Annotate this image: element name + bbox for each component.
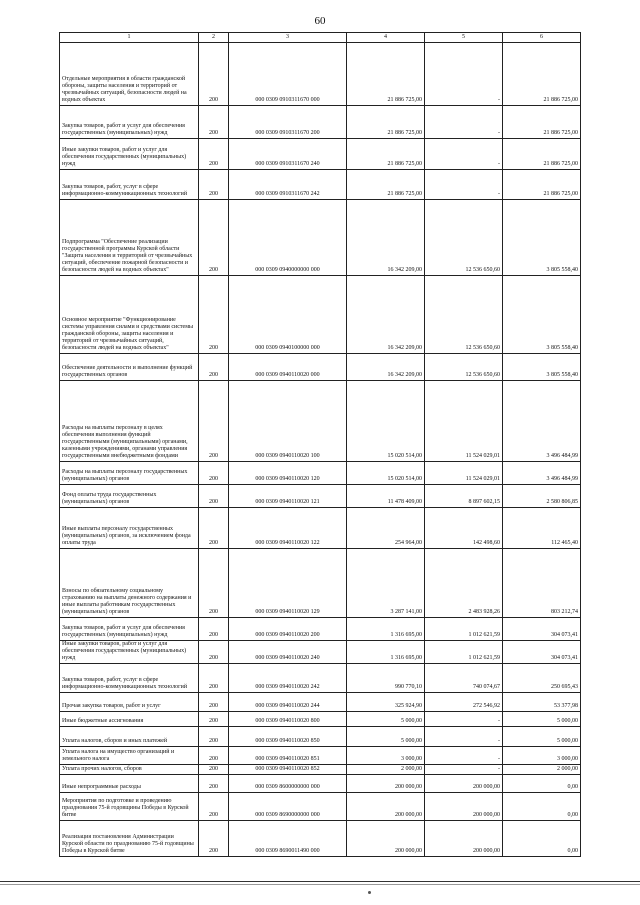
row-unexecuted-cell: 21 886 725,00 <box>503 43 581 106</box>
row-name-cell: Иные непрограммные расходы <box>60 775 199 793</box>
row-unexecuted-cell: 250 695,43 <box>503 664 581 693</box>
row-unexecuted-cell: 0,00 <box>503 775 581 793</box>
row-executed-cell: - <box>425 139 503 170</box>
row-unexecuted-cell: 5 000,00 <box>503 712 581 727</box>
row-name-cell: Основное мероприятие "Функционирование системы управления силами и средствами системы гражданской обороны, защиты населения и территорий от чрезвычайных ситуаций, безопасности людей на водных объектах" <box>60 276 199 354</box>
row-executed-cell: 200 000,00 <box>425 793 503 821</box>
row-name-cell: Уплата налогов, сборов и иных платежей <box>60 727 199 747</box>
row-code-cell: 000 0309 0940110020 800 <box>229 712 347 727</box>
row-name-cell: Мероприятия по подготовке и проведению празднования 75-й годовщины Победы в Курской битве <box>60 793 199 821</box>
row-unexecuted-cell: 21 886 725,00 <box>503 106 581 139</box>
row-code-cell: 000 0309 0940110020 852 <box>229 765 347 775</box>
row-kind-cell: 200 <box>199 821 229 857</box>
row-approved-cell: 15 020 514,00 <box>347 381 425 462</box>
row-approved-cell: 254 964,00 <box>347 508 425 549</box>
row-name-cell: Уплата прочих налогов, сборов <box>60 765 199 775</box>
row-executed-cell: 12 536 650,60 <box>425 354 503 381</box>
row-kind-cell: 200 <box>199 139 229 170</box>
row-code-cell: 000 0309 0940110020 122 <box>229 508 347 549</box>
row-unexecuted-cell: 0,00 <box>503 793 581 821</box>
row-unexecuted-cell: 2 580 806,85 <box>503 485 581 508</box>
row-executed-cell: - <box>425 765 503 775</box>
row-executed-cell: - <box>425 43 503 106</box>
row-name-cell: Закупка товаров, работ, услуг в сфере информационно-коммуникационных технологий <box>60 664 199 693</box>
row-approved-cell: 990 770,10 <box>347 664 425 693</box>
row-kind-cell: 200 <box>199 276 229 354</box>
row-unexecuted-cell: 53 377,98 <box>503 693 581 712</box>
row-unexecuted-cell: 21 886 725,00 <box>503 170 581 200</box>
table-row <box>60 200 581 276</box>
table-row <box>60 727 581 747</box>
row-kind-cell: 200 <box>199 775 229 793</box>
row-approved-cell: 3 000,00 <box>347 747 425 765</box>
table-row <box>60 354 581 381</box>
row-approved-cell: 21 886 725,00 <box>347 43 425 106</box>
table-row <box>60 485 581 508</box>
row-approved-cell: 21 886 725,00 <box>347 106 425 139</box>
table-row <box>60 139 581 170</box>
row-name-cell: Уплата налога на имущество организаций и земельного налога <box>60 747 199 765</box>
row-code-cell: 000 0309 0940110020 240 <box>229 641 347 664</box>
row-code-cell: 000 0309 0940110020 000 <box>229 354 347 381</box>
column-header: 1 <box>60 33 199 43</box>
row-unexecuted-cell: 803 212,74 <box>503 549 581 618</box>
row-code-cell: 000 0309 0940110020 242 <box>229 664 347 693</box>
row-unexecuted-cell: 0,00 <box>503 821 581 857</box>
row-code-cell: 000 0309 0940110020 121 <box>229 485 347 508</box>
row-code-cell: 000 0309 0940110020 120 <box>229 462 347 485</box>
table-row <box>60 793 581 821</box>
table-row <box>60 747 581 765</box>
row-approved-cell: 3 287 141,00 <box>347 549 425 618</box>
row-name-cell: Закупка товаров, работ, услуг в сфере информационно-коммуникационных технологий <box>60 170 199 200</box>
row-approved-cell: 5 000,00 <box>347 727 425 747</box>
table-row <box>60 43 581 106</box>
row-name-cell: Закупка товаров, работ и услуг для обеспечения государственных (муниципальных) нужд <box>60 106 199 139</box>
column-header: 2 <box>199 33 229 43</box>
row-name-cell: Подпрограмма "Обеспечение реализации государственной программы Курской области "Защита населения и территорий от чрезвычайных ситуаций, обеспечение пожарной безопасности и безопасности людей на водных объектах" <box>60 200 199 276</box>
row-executed-cell: 1 012 621,59 <box>425 618 503 641</box>
row-kind-cell: 200 <box>199 508 229 549</box>
row-approved-cell: 200 000,00 <box>347 793 425 821</box>
row-approved-cell: 200 000,00 <box>347 775 425 793</box>
table-row <box>60 765 581 775</box>
page-number: 60 <box>314 15 326 27</box>
row-name-cell: Обеспечение деятельности и выполнение функций государственных органов <box>60 354 199 381</box>
row-name-cell: Иные выплаты персоналу государственных (муниципальных) органов, за исключением фонда оплаты труда <box>60 508 199 549</box>
row-kind-cell: 200 <box>199 354 229 381</box>
row-approved-cell: 1 316 695,00 <box>347 641 425 664</box>
table-row <box>60 170 581 200</box>
footer-rule-secondary <box>0 884 640 885</box>
row-approved-cell: 200 000,00 <box>347 821 425 857</box>
row-code-cell: 000 0309 0940000000 000 <box>229 200 347 276</box>
row-approved-cell: 5 000,00 <box>347 712 425 727</box>
column-header: 3 <box>229 33 347 43</box>
row-code-cell: 000 0309 0940110020 200 <box>229 618 347 641</box>
row-executed-cell: 1 012 621,59 <box>425 641 503 664</box>
row-executed-cell: - <box>425 712 503 727</box>
row-kind-cell: 200 <box>199 462 229 485</box>
row-unexecuted-cell: 3 805 558,40 <box>503 276 581 354</box>
row-unexecuted-cell: 21 886 725,00 <box>503 139 581 170</box>
row-kind-cell: 200 <box>199 43 229 106</box>
row-unexecuted-cell: 3 496 484,99 <box>503 381 581 462</box>
row-code-cell: 000 0309 0940110020 129 <box>229 549 347 618</box>
row-code-cell: 000 0309 8690000000 000 <box>229 793 347 821</box>
row-executed-cell: 8 897 602,15 <box>425 485 503 508</box>
row-executed-cell: 200 000,00 <box>425 775 503 793</box>
row-executed-cell: 11 524 029,01 <box>425 381 503 462</box>
row-kind-cell: 200 <box>199 381 229 462</box>
row-unexecuted-cell: 3 805 558,40 <box>503 354 581 381</box>
row-name-cell: Фонд оплаты труда государственных (муниципальных) органов <box>60 485 199 508</box>
row-executed-cell: 12 536 650,60 <box>425 200 503 276</box>
row-executed-cell: 142 498,60 <box>425 508 503 549</box>
row-executed-cell: - <box>425 106 503 139</box>
row-name-cell: Отдельные мероприятия в области гражданской обороны, защиты населения и территорий от чрезвычайных ситуаций, безопасности людей на водных объектах <box>60 43 199 106</box>
table-row <box>60 618 581 641</box>
table-row <box>60 775 581 793</box>
row-code-cell: 000 0309 0910311670 200 <box>229 106 347 139</box>
row-unexecuted-cell: 3 496 484,99 <box>503 462 581 485</box>
table-row <box>60 693 581 712</box>
row-approved-cell: 325 924,90 <box>347 693 425 712</box>
row-executed-cell: - <box>425 727 503 747</box>
row-kind-cell: 200 <box>199 485 229 508</box>
row-approved-cell: 21 886 725,00 <box>347 139 425 170</box>
row-kind-cell: 200 <box>199 727 229 747</box>
column-header: 6 <box>503 33 581 43</box>
table-row <box>60 821 581 857</box>
row-executed-cell: 12 536 650,60 <box>425 276 503 354</box>
row-code-cell: 000 0309 0940110020 244 <box>229 693 347 712</box>
row-kind-cell: 200 <box>199 618 229 641</box>
row-executed-cell: - <box>425 747 503 765</box>
row-code-cell: 000 0309 0940110020 100 <box>229 381 347 462</box>
row-kind-cell: 200 <box>199 793 229 821</box>
row-executed-cell: 11 524 029,01 <box>425 462 503 485</box>
row-name-cell: Взносы по обязательному социальному страхованию на выплаты денежного содержания и иные выплаты работникам государственных (муниципальных) органов <box>60 549 199 618</box>
table-row <box>60 712 581 727</box>
footer-rule <box>0 881 640 882</box>
row-kind-cell: 200 <box>199 747 229 765</box>
row-kind-cell: 200 <box>199 549 229 618</box>
row-code-cell: 000 0309 0940110020 851 <box>229 747 347 765</box>
row-kind-cell: 200 <box>199 712 229 727</box>
row-unexecuted-cell: 3 805 558,40 <box>503 200 581 276</box>
table-row <box>60 641 581 664</box>
row-code-cell: 000 0309 0910311670 242 <box>229 170 347 200</box>
row-approved-cell: 21 886 725,00 <box>347 170 425 200</box>
table-row <box>60 462 581 485</box>
row-approved-cell: 16 342 209,00 <box>347 200 425 276</box>
row-name-cell: Иные закупки товаров, работ и услуг для обеспечения государственных (муниципальных) нужд <box>60 139 199 170</box>
row-kind-cell: 200 <box>199 765 229 775</box>
row-unexecuted-cell: 304 073,41 <box>503 641 581 664</box>
scan-mark <box>368 891 371 894</box>
row-unexecuted-cell: 2 000,00 <box>503 765 581 775</box>
table-row <box>60 106 581 139</box>
row-unexecuted-cell: 304 073,41 <box>503 618 581 641</box>
row-code-cell: 000 0309 0910311670 240 <box>229 139 347 170</box>
row-code-cell: 000 0309 0940100000 000 <box>229 276 347 354</box>
table-row <box>60 664 581 693</box>
row-code-cell: 000 0309 8690011490 000 <box>229 821 347 857</box>
row-kind-cell: 200 <box>199 106 229 139</box>
row-code-cell: 000 0309 0910311670 000 <box>229 43 347 106</box>
column-header: 5 <box>425 33 503 43</box>
budget-table <box>59 32 581 857</box>
row-executed-cell: 740 074,67 <box>425 664 503 693</box>
row-name-cell: Закупка товаров, работ и услуг для обеспечения государственных (муниципальных) нужд <box>60 618 199 641</box>
row-executed-cell: - <box>425 170 503 200</box>
row-name-cell: Прочая закупка товаров, работ и услуг <box>60 693 199 712</box>
row-kind-cell: 200 <box>199 664 229 693</box>
row-executed-cell: 272 546,92 <box>425 693 503 712</box>
table-row <box>60 549 581 618</box>
row-unexecuted-cell: 5 000,00 <box>503 727 581 747</box>
column-header: 4 <box>347 33 425 43</box>
row-kind-cell: 200 <box>199 170 229 200</box>
row-code-cell: 000 0309 0940110020 850 <box>229 727 347 747</box>
row-kind-cell: 200 <box>199 693 229 712</box>
row-approved-cell: 11 478 409,00 <box>347 485 425 508</box>
row-approved-cell: 1 316 695,00 <box>347 618 425 641</box>
row-name-cell: Расходы на выплаты персоналу государственных (муниципальных) органов <box>60 462 199 485</box>
row-kind-cell: 200 <box>199 641 229 664</box>
row-executed-cell: 2 483 928,26 <box>425 549 503 618</box>
row-name-cell: Иные закупки товаров, работ и услуг для обеспечения государственных (муниципальных) нужд <box>60 641 199 664</box>
row-unexecuted-cell: 3 000,00 <box>503 747 581 765</box>
row-approved-cell: 16 342 209,00 <box>347 276 425 354</box>
table-header-row <box>60 33 581 43</box>
row-code-cell: 000 0309 8600000000 000 <box>229 775 347 793</box>
table-row <box>60 508 581 549</box>
table-row <box>60 381 581 462</box>
row-unexecuted-cell: 112 465,40 <box>503 508 581 549</box>
row-name-cell: Иные бюджетные ассигнования <box>60 712 199 727</box>
row-name-cell: Реализация постановления Администрации Курской области по празднованию 75-й годовщины Победы в Курской битве <box>60 821 199 857</box>
row-kind-cell: 200 <box>199 200 229 276</box>
row-executed-cell: 200 000,00 <box>425 821 503 857</box>
row-name-cell: Расходы на выплаты персоналу в целях обеспечения выполнения функций государственными (муниципальными) органами, казенными учреждениями, органами управления государственными внебюджетными фондами <box>60 381 199 462</box>
table-row <box>60 276 581 354</box>
row-approved-cell: 2 000,00 <box>347 765 425 775</box>
row-approved-cell: 16 342 209,00 <box>347 354 425 381</box>
row-approved-cell: 15 020 514,00 <box>347 462 425 485</box>
